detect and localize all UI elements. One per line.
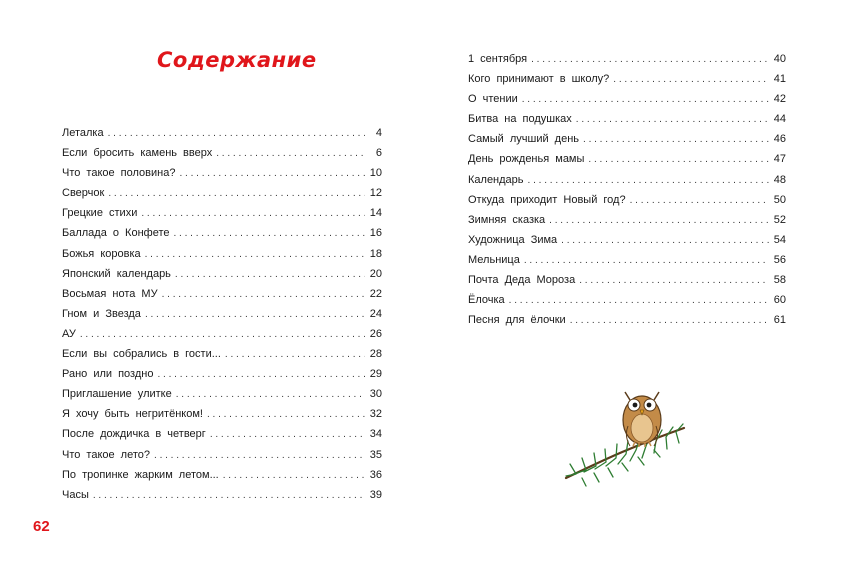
toc-entry <box>468 92 786 112</box>
toc-entry-page: 52 <box>773 213 786 226</box>
toc-entry-title: Божья коровка <box>62 247 141 260</box>
toc-entry-page: 28 <box>369 348 382 361</box>
toc-entry-page: 48 <box>773 173 786 186</box>
toc-leader-dots <box>630 194 769 208</box>
toc-entry-page: 10 <box>369 167 382 180</box>
toc-entry-title: Самый лучший день <box>468 133 580 146</box>
toc-leader-dots <box>528 174 769 188</box>
toc-entry <box>62 468 382 488</box>
toc-leader-dots <box>549 214 769 228</box>
toc-leader-dots <box>141 207 365 221</box>
toc-entry-page: 4 <box>375 127 382 139</box>
toc-leader-dots <box>216 147 365 161</box>
toc-entry-page: 56 <box>773 253 786 266</box>
toc-entry-title: Кого принимают в школу? <box>468 73 610 86</box>
toc-entry <box>468 173 786 193</box>
toc-entry-page: 26 <box>369 327 382 340</box>
toc-entry-page: 24 <box>369 307 382 320</box>
toc-entry-title: После дождичка в четверг <box>62 428 206 441</box>
toc-leader-dots <box>157 368 365 382</box>
toc-entry <box>62 166 382 186</box>
toc-leader-dots <box>145 248 365 262</box>
toc-entry <box>468 213 786 233</box>
toc-entry-title: Леталка <box>62 127 104 139</box>
toc-entry-title: Гном и Звезда <box>62 307 141 320</box>
toc-leader-dots <box>524 254 769 268</box>
toc-leader-dots <box>579 274 769 288</box>
toc-entry-title: По тропинке жарким летом... <box>62 468 219 481</box>
toc-entry-title: Грецкие стихи <box>62 207 138 220</box>
toc-entry-title: День рожденья мамы <box>468 153 585 166</box>
toc-entry-page: 12 <box>369 187 382 200</box>
toc-entry-title: Что такое лето? <box>62 448 151 461</box>
toc-entry-page: 44 <box>773 113 786 126</box>
toc-entry-page: 30 <box>369 388 382 401</box>
toc-entry <box>468 313 786 333</box>
toc-entry-title: Баллада о Конфете <box>62 227 170 240</box>
toc-entry-page: 36 <box>369 468 382 481</box>
toc-entry-page: 20 <box>369 267 382 280</box>
toc-entry <box>62 267 382 287</box>
toc-entry-page: 29 <box>369 368 382 381</box>
toc-leader-dots <box>561 234 769 248</box>
toc-leader-dots <box>531 53 769 67</box>
toc-leader-dots <box>145 308 365 322</box>
toc-leader-dots <box>175 268 365 282</box>
toc-entry-page: 50 <box>773 193 786 206</box>
toc-entry <box>62 488 382 508</box>
toc-leader-dots <box>576 113 769 127</box>
toc-entry-page: 34 <box>369 428 382 441</box>
toc-right-column <box>468 52 786 333</box>
page-number: 62 <box>33 518 50 535</box>
toc-entry-page: 54 <box>773 233 786 246</box>
toc-entry-title: Что такое половина? <box>62 167 176 180</box>
toc-leader-dots <box>179 167 365 181</box>
toc-entry <box>468 112 786 132</box>
toc-leader-dots <box>154 449 365 463</box>
toc-entry <box>62 126 382 146</box>
toc-leader-dots <box>176 388 365 402</box>
toc-leader-dots <box>174 227 366 241</box>
toc-entry <box>62 186 382 206</box>
toc-entry-title: Откуда приходит Новый год? <box>468 193 626 206</box>
toc-left-column <box>62 126 382 508</box>
toc-entry-title: Песня для ёлочки <box>468 314 566 327</box>
toc-entry-page: 32 <box>369 408 382 421</box>
toc-entry-title: О чтении <box>468 93 518 106</box>
toc-entry-title: Приглашение улитке <box>62 388 172 401</box>
toc-entry-page: 39 <box>369 488 382 501</box>
toc-entry-page: 22 <box>369 287 382 300</box>
toc-entry-title: Часы <box>62 488 89 501</box>
toc-entry-title: Восьмая нота МУ <box>62 287 158 300</box>
toc-entry-title: Зимняя сказка <box>468 213 546 226</box>
toc-entry <box>468 193 786 213</box>
owl-on-branch-illustration <box>562 378 688 488</box>
toc-entry-page: 60 <box>773 294 786 307</box>
toc-entry <box>468 152 786 172</box>
toc-entry-page: 40 <box>773 53 786 65</box>
toc-entry-page: 58 <box>773 274 786 287</box>
toc-entry-title: Почта Деда Мороза <box>468 274 576 287</box>
toc-leader-dots <box>162 288 365 302</box>
toc-entry-page: 46 <box>773 133 786 146</box>
toc-leader-dots <box>522 93 769 107</box>
toc-leader-dots <box>210 428 365 442</box>
toc-entry-page: 35 <box>369 448 382 461</box>
toc-leader-dots <box>108 127 365 141</box>
toc-entry-title: Если вы собрались в гости... <box>62 348 221 361</box>
toc-entry-title: Сверчок <box>62 187 105 200</box>
toc-entry-page: 6 <box>375 147 382 160</box>
toc-entry <box>62 448 382 468</box>
toc-entry-title: Битва на подушках <box>468 113 572 126</box>
toc-entry <box>62 307 382 327</box>
toc-entry <box>468 233 786 253</box>
toc-entry-title: 1 сентября <box>468 53 528 65</box>
toc-entry <box>468 273 786 293</box>
toc-entry-page: 16 <box>369 227 382 240</box>
toc-leader-dots <box>570 314 769 328</box>
toc-leader-dots <box>223 469 365 483</box>
toc-entry-page: 14 <box>369 207 382 220</box>
toc-entry-page: 61 <box>773 314 786 327</box>
toc-leader-dots <box>207 408 365 422</box>
toc-leader-dots <box>588 153 769 167</box>
toc-entry <box>468 72 786 92</box>
toc-entry-page: 42 <box>773 93 786 106</box>
toc-leader-dots <box>613 73 769 87</box>
toc-entry <box>468 293 786 313</box>
toc-entry <box>468 52 786 72</box>
toc-entry <box>62 226 382 246</box>
toc-entry-title: Художница Зима <box>468 233 558 246</box>
toc-leader-dots <box>225 348 365 362</box>
toc-entry <box>468 253 786 273</box>
toc-entry <box>62 146 382 166</box>
toc-entry <box>62 367 382 387</box>
toc-entry <box>62 407 382 427</box>
toc-leader-dots <box>108 187 365 201</box>
toc-entry <box>62 206 382 226</box>
toc-entry-page: 18 <box>369 247 382 260</box>
toc-entry-title: Ёлочка <box>468 294 505 307</box>
toc-entry-title: Календарь <box>468 173 524 186</box>
toc-leader-dots <box>80 328 365 342</box>
toc-entry-title: Японский календарь <box>62 267 171 280</box>
page-title: Содержание <box>157 48 317 72</box>
toc-entry-title: Мельница <box>468 253 520 266</box>
toc-entry <box>62 327 382 347</box>
toc-entry <box>62 287 382 307</box>
toc-leader-dots <box>509 294 769 308</box>
toc-leader-dots <box>583 133 769 147</box>
toc-entry-title: Если бросить камень вверх <box>62 147 213 160</box>
toc-entry <box>62 347 382 367</box>
toc-entry <box>62 247 382 267</box>
toc-entry-title: Я хочу быть негритёнком! <box>62 408 203 421</box>
fir-branch <box>566 424 684 486</box>
toc-entry-title: Рано или поздно <box>62 368 154 381</box>
toc-entry <box>468 132 786 152</box>
toc-leader-dots <box>93 489 365 503</box>
toc-entry <box>62 427 382 447</box>
toc-entry-page: 47 <box>773 153 786 166</box>
toc-entry-title: АУ <box>62 327 76 340</box>
toc-entry <box>62 387 382 407</box>
toc-entry-page: 41 <box>773 73 786 86</box>
